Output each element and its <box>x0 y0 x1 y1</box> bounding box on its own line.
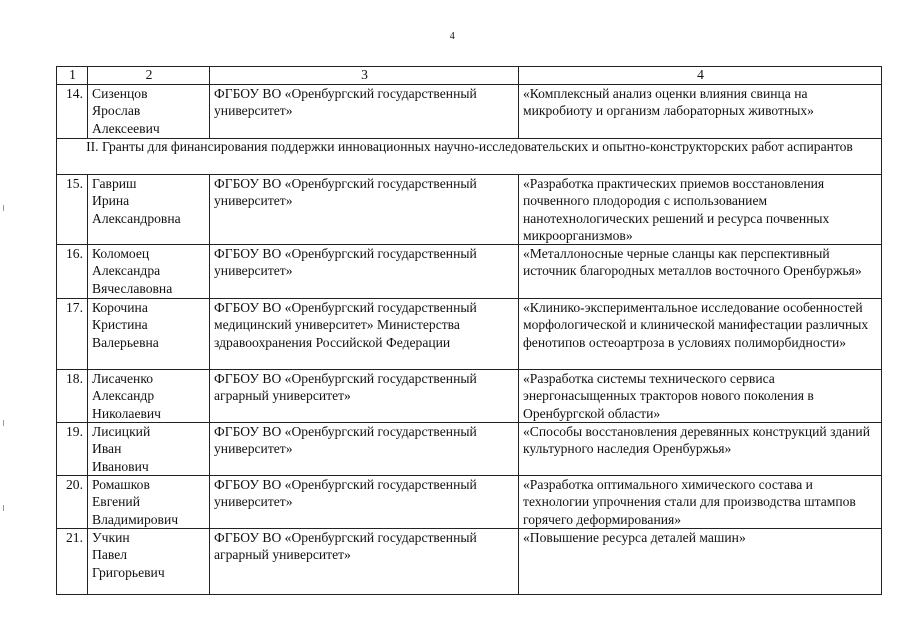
row-number: 16. <box>57 245 88 299</box>
recipient-name: Лисаченко Александр Николаевич <box>88 370 210 423</box>
section-row <box>57 139 882 175</box>
organization: ФГБОУ ВО «Оренбургский государственный медицинский университет» Министерства здравоохранения Российской Федерации <box>210 299 519 370</box>
row-number: 21. <box>57 529 88 595</box>
project-topic: «Клинико-экспериментальное исследование особенностей морфологической и клинической манифестации различных фенотипов остеоартроза в условиях полиморбидности» <box>519 299 882 370</box>
organization: ФГБОУ ВО «Оренбургский государственный университет» <box>210 175 519 245</box>
project-topic: «Металлоносные черные сланцы как перспективный источник благородных металлов восточного Оренбуржья» <box>519 245 882 299</box>
organization: ФГБОУ ВО «Оренбургский государственный аграрный университет» <box>210 529 519 595</box>
table-row <box>57 476 882 529</box>
table-row <box>57 423 882 476</box>
section-title: II. Гранты для финансирования поддержки инновационных научно-исследовательских и опытно-конструкторских работ аспирантов <box>57 139 882 175</box>
project-topic: «Разработка практических приемов восстановления почвенного плодородия с использованием нанотехнологических решений и ресурса почвенных микроорганизмов» <box>519 175 882 245</box>
table-row <box>57 370 882 423</box>
margin-mark <box>3 505 4 511</box>
recipient-name: Гавриш Ирина Александровна <box>88 175 210 245</box>
row-number: 14. <box>57 85 88 139</box>
project-topic: «Повышение ресурса деталей машин» <box>519 529 882 595</box>
header-cell: 3 <box>210 67 519 85</box>
project-topic: «Разработка системы технического сервиса энергонасыщенных тракторов нового поколения в Оренбургской области» <box>519 370 882 423</box>
recipient-name: Ромашков Евгений Владимирович <box>88 476 210 529</box>
organization: ФГБОУ ВО «Оренбургский государственный университет» <box>210 423 519 476</box>
recipient-name: Коломоец Александра Вячеславовна <box>88 245 210 299</box>
organization: ФГБОУ ВО «Оренбургский государственный университет» <box>210 245 519 299</box>
recipient-name: Сизенцов Ярослав Алексеевич <box>88 85 210 139</box>
table-row <box>57 175 882 245</box>
recipient-name: Лисицкий Иван Иванович <box>88 423 210 476</box>
table-row <box>57 245 882 299</box>
project-topic: «Комплексный анализ оценки влияния свинца на микробиоту и организм лабораторных животных» <box>519 85 882 139</box>
row-number: 18. <box>57 370 88 423</box>
page-number: 4 <box>449 31 456 42</box>
table-row <box>57 299 882 370</box>
project-topic: «Способы восстановления деревянных конструкций зданий культурного наследия Оренбуржья» <box>519 423 882 476</box>
recipient-name: Учкин Павел Григорьевич <box>88 529 210 595</box>
recipient-name: Корочина Кристина Валерьевна <box>88 299 210 370</box>
row-number: 19. <box>57 423 88 476</box>
organization: ФГБОУ ВО «Оренбургский государственный университет» <box>210 476 519 529</box>
row-number: 17. <box>57 299 88 370</box>
table-row <box>57 85 882 139</box>
table-header-row <box>57 67 882 85</box>
grants-table <box>56 66 882 595</box>
project-topic: «Разработка оптимального химического состава и технологии упрочнения стали для производства штампов горячего деформирования» <box>519 476 882 529</box>
organization: ФГБОУ ВО «Оренбургский государственный университет» <box>210 85 519 139</box>
header-cell: 4 <box>519 67 882 85</box>
row-number: 15. <box>57 175 88 245</box>
margin-mark <box>3 420 4 426</box>
organization: ФГБОУ ВО «Оренбургский государственный аграрный университет» <box>210 370 519 423</box>
margin-mark <box>3 205 4 211</box>
header-cell: 2 <box>88 67 210 85</box>
table-row <box>57 529 882 595</box>
header-cell: 1 <box>57 67 88 85</box>
row-number: 20. <box>57 476 88 529</box>
